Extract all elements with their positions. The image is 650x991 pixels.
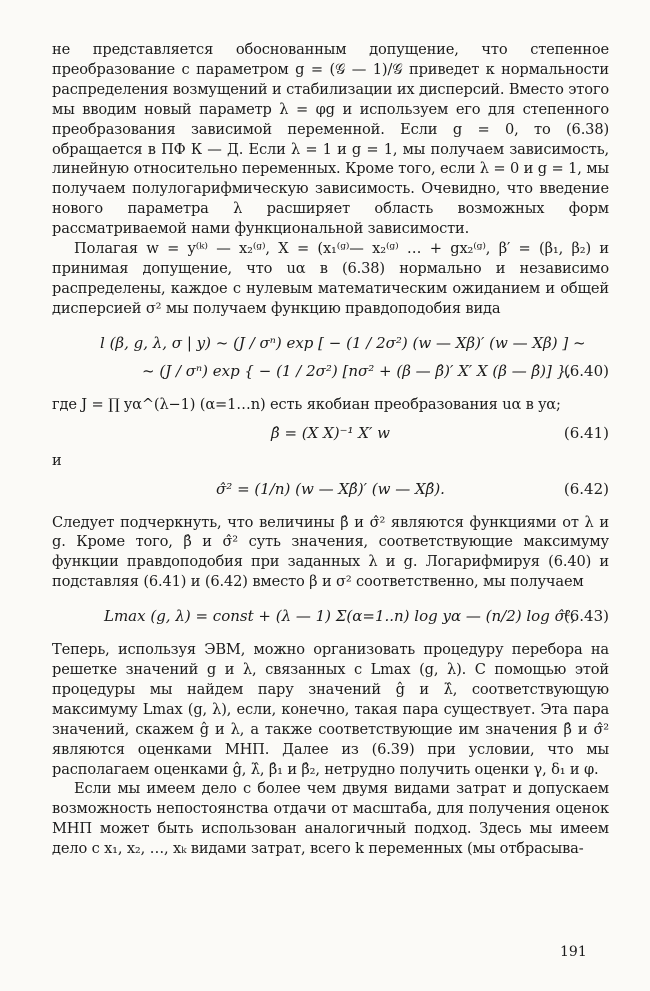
- equation-6-43: [52, 606, 609, 626]
- equation-6-42-text: σ̂² = (1/n) (w — Xβ̂)′ (w — Xβ̂).: [216, 479, 445, 498]
- equation-6-40-line-1: [52, 333, 609, 353]
- equation-6-41: [52, 423, 609, 443]
- equation-number-6-42: (6.42): [563, 479, 609, 498]
- equation-6-41-text: β̂ = (X X)⁻¹ X′ w: [271, 423, 390, 442]
- page-body: [52, 40, 609, 859]
- paragraph-2: Полагая w = y⁽ᵏ⁾ — x₂⁽ᵍ⁾, X = (x₁⁽ᵍ⁾— x₂⁽ᵍ⁾ … + gx₂⁽ᵍ⁾, β′ = (β₁, β₂) и принимая допущение, что uα в (6.38) нормально и независимо распределены, каждое с нулевым математическим ожиданием и общей дисперсией σ² мы получаем функцию правдоподобия вида: [52, 240, 609, 317]
- equation-6-40-text-2: ~ (J / σⁿ) exp { − (1 / 2σ²) [nσ² + (β — β̂)′ X′ X (β — β̂)] },: [142, 361, 571, 380]
- paragraph-6: Теперь, используя ЭВМ, можно организовать процедуру перебора на решетке значений g и λ, связанных с Lmax (g, λ). С помощью этой процедуры мы найдем пару значений ĝ и λ̂, соответствующую максимуму Lmax (g, λ), если, конечно, такая пара существует. Эта пара значений, скажем ĝ и λ, а также соответствующие им значения β̂ и σ̂² являются оценками МНП. Далее из (6.39) при условии, что мы располагаем оценками ĝ, λ̂, β̂₁ и β̂₂, нетрудно получить оценки γ, δ₁ и φ.: [52, 641, 609, 778]
- equation-6-40-text-1: l (β, g, λ, σ | y) ~ (J / σⁿ) exp [ − (1 / 2σ²) (w — Xβ)′ (w — Xβ) ] ~: [100, 333, 586, 352]
- equation-6-40-line-2: [52, 361, 609, 381]
- paragraph-where: где J = ∏ yα^(λ−1) (α=1…n) есть якобиан преобразования uα в yα;: [52, 395, 561, 413]
- equation-number-6-41: (6.41): [563, 423, 609, 442]
- equation-6-42: [52, 479, 609, 499]
- paragraph-1: не представляется обоснованным допущение, что степенное преобразование с параметром g = (𝒢 — 1)/𝒢 приведет к нормальности распределения возмущений и стабилизации их дисперсий. Вместо этого мы вводим новый параметр λ = φg и используем его для степенного преобразования зависимой переменной. Если g = 0, то (6.38) обращается в ПФ К — Д. Если λ = 1 и g = 1, мы получаем зависимость, линейную относительно переменных. Кроме того, если λ = 0 и g = 1, мы получаем полулогарифмическую зависимость. Очевидно, что введение нового параметра λ расширяет область возможных форм рассматриваемой нами функциональной зависимости.: [52, 41, 609, 238]
- equation-6-43-text: Lmax (g, λ) = const + (λ — 1) Σ(α=1..n) log yα — (n/2) log σ̂²,: [104, 607, 576, 626]
- page-number: 191: [560, 944, 587, 960]
- paragraph-5: Следует подчеркнуть, что величины β̂ и σ̂² являются функциями от λ и g. Кроме того, β̂ и σ̂² суть значения, соответствующие максимуму функции правдоподобия при заданных λ и g. Логарифмируя (6.40) и подставляя (6.41) и (6.42) вместо β и σ² соответственно, мы получаем: [52, 513, 609, 591]
- equation-number-6-40: (6.40): [563, 361, 609, 380]
- equation-number-6-43: (6.43): [563, 607, 609, 626]
- paragraph-and: и: [52, 451, 62, 469]
- paragraph-7: Если мы имеем дело с более чем двумя видами затрат и допускаем возможность непостоянства отдачи от масштаба, для получения оценок МНП может быть использован аналогичный подход. Здесь мы имеем дело с x₁, x₂, …, xₖ видами затрат, всего k переменных (мы отбрасыва-: [52, 780, 609, 858]
